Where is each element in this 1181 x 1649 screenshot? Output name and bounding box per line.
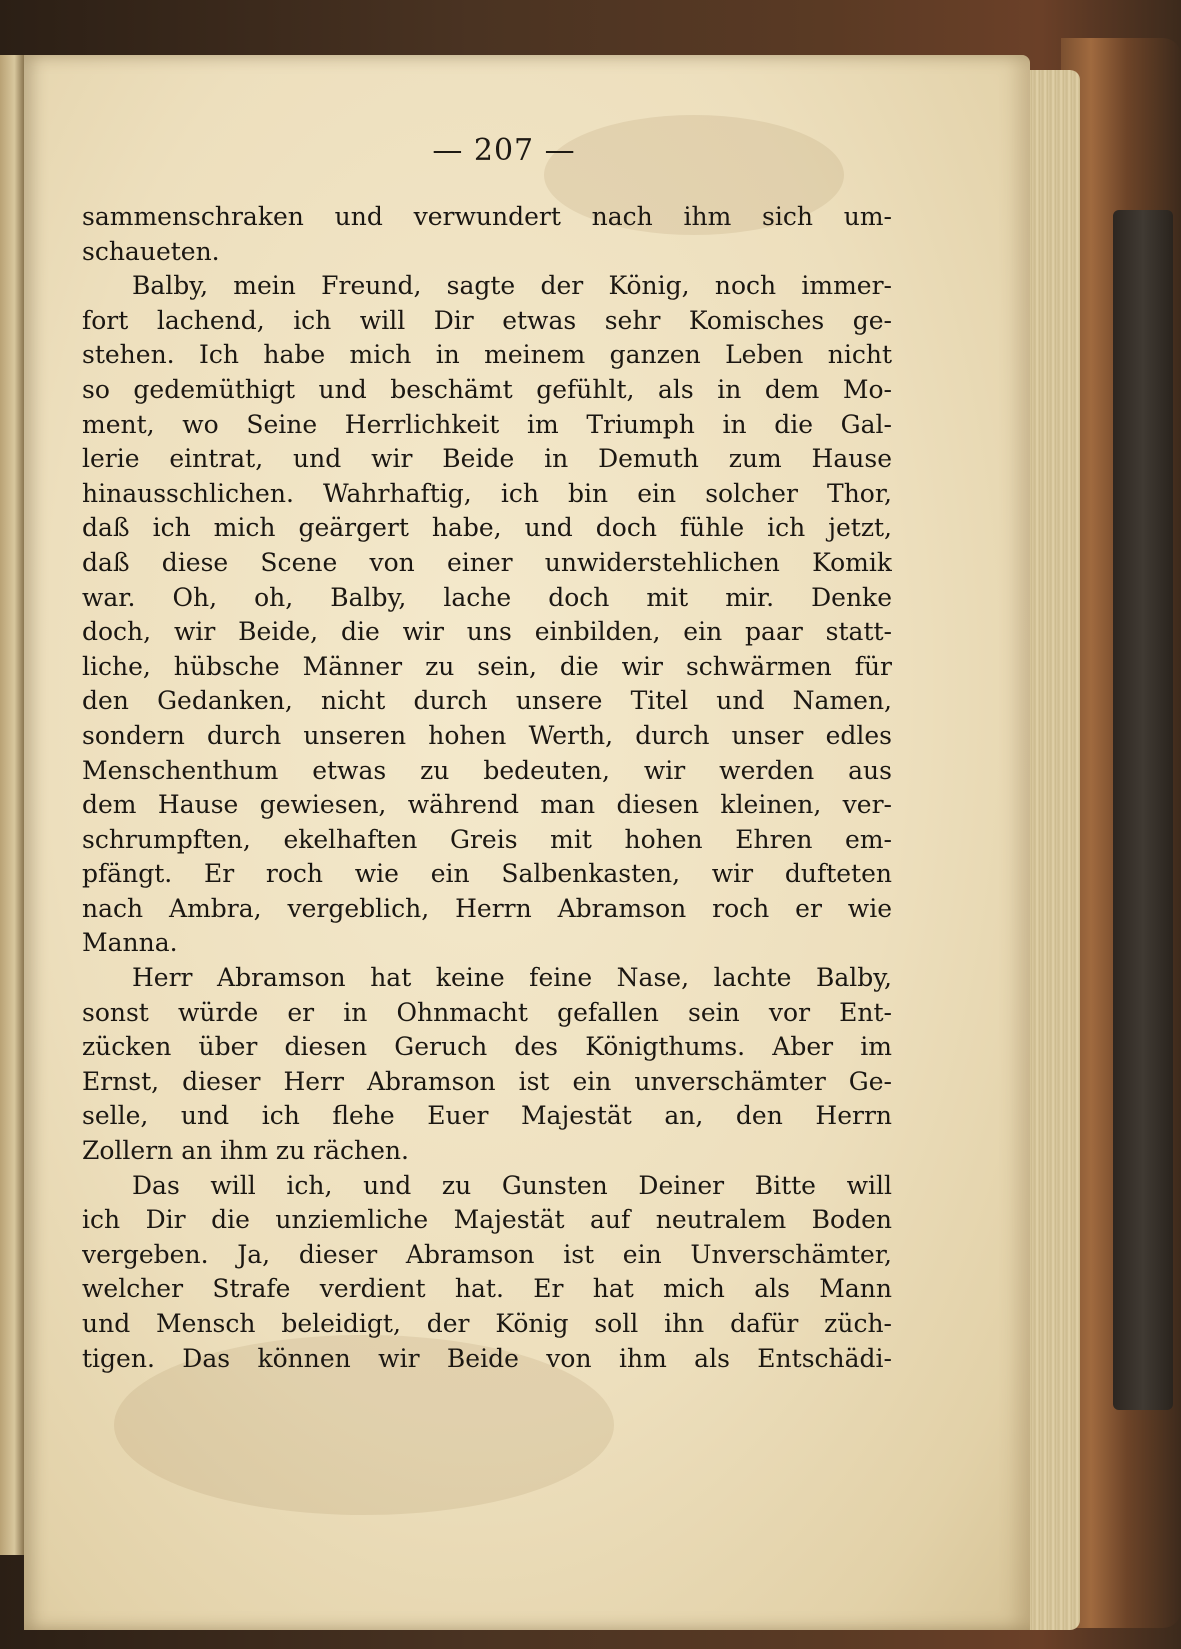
text-line: liche, hübsche Männer zu sein, die wir schwärmen für bbox=[82, 651, 892, 681]
text-line: pfängt. Er roch wie ein Salbenkasten, wir dufteten bbox=[82, 859, 892, 889]
previous-page-sliver bbox=[0, 55, 24, 1555]
page-number: — 207 — bbox=[432, 133, 576, 168]
text-line: lerie eintrat, und wir Beide in Demuth zum Hause bbox=[82, 444, 892, 474]
text-line: Herr Abramson hat keine feine Nase, lachte Balby, bbox=[132, 963, 892, 993]
text-line: den Gedanken, nicht durch unsere Titel und Namen, bbox=[82, 686, 892, 716]
text-line: doch, wir Beide, die wir uns einbilden, ein paar statt- bbox=[82, 617, 892, 647]
text-line: Balby, mein Freund, sagte der König, noch immer- bbox=[132, 271, 892, 301]
text-line: selle, und ich flehe Euer Majestät an, den Herrn bbox=[82, 1101, 892, 1131]
text-line: vergeben. Ja, dieser Abramson ist ein Unverschämter, bbox=[82, 1239, 892, 1269]
text-line: ment, wo Seine Herrlichkeit im Triumph in die Gal- bbox=[82, 409, 892, 439]
text-line: ich Dir die unziemliche Majestät auf neutralem Boden bbox=[82, 1205, 892, 1235]
text-line: welcher Strafe verdient hat. Er hat mich als Mann bbox=[82, 1274, 892, 1304]
body-text bbox=[82, 200, 892, 1376]
text-line: tigen. Das können wir Beide von ihm als Entschädi- bbox=[82, 1343, 892, 1373]
text-line: Ernst, dieser Herr Abramson ist ein unverschämter Ge- bbox=[82, 1066, 892, 1096]
text-line: schaueten. bbox=[82, 236, 220, 266]
text-line: dem Hause gewiesen, während man diesen kleinen, ver- bbox=[82, 790, 892, 820]
text-line: daß ich mich geärgert habe, und doch fühle ich jetzt, bbox=[82, 513, 892, 543]
text-line: Menschenthum etwas zu bedeuten, wir werden aus bbox=[82, 755, 892, 785]
text-line: fort lachend, ich will Dir etwas sehr Komisches ge- bbox=[82, 305, 892, 335]
text-line: hinausschlichen. Wahrhaftig, ich bin ein solcher Thor, bbox=[82, 478, 892, 508]
text-line: war. Oh, oh, Balby, lache doch mit mir. Denke bbox=[82, 582, 892, 612]
text-line: schrumpften, ekelhaften Greis mit hohen Ehren em- bbox=[82, 824, 892, 854]
text-line: sondern durch unseren hohen Werth, durch unser edles bbox=[82, 720, 892, 750]
text-line: so gedemüthigt und beschämt gefühlt, als in dem Mo- bbox=[82, 374, 892, 404]
text-line: Manna. bbox=[82, 928, 178, 958]
book-page bbox=[24, 55, 1030, 1630]
text-line: daß diese Scene von einer unwiderstehlichen Komik bbox=[82, 547, 892, 577]
text-line: stehen. Ich habe mich in meinem ganzen Leben nicht bbox=[82, 340, 892, 370]
text-line: Zollern an ihm zu rächen. bbox=[82, 1136, 409, 1166]
text-line: nach Ambra, vergeblich, Herrn Abramson roch er wie bbox=[82, 893, 892, 923]
book-spine-cloth bbox=[1113, 210, 1173, 1410]
text-line: sonst würde er in Ohnmacht gefallen sein vor Ent- bbox=[82, 997, 892, 1027]
text-line: zücken über diesen Geruch des Königthums. Aber im bbox=[82, 1032, 892, 1062]
text-line: und Mensch beleidigt, der König soll ihn dafür züch- bbox=[82, 1309, 892, 1338]
text-line: Das will ich, und zu Gunsten Deiner Bitte will bbox=[132, 1170, 892, 1200]
text-line: sammenschraken und verwundert nach ihm sich um- bbox=[82, 202, 892, 231]
